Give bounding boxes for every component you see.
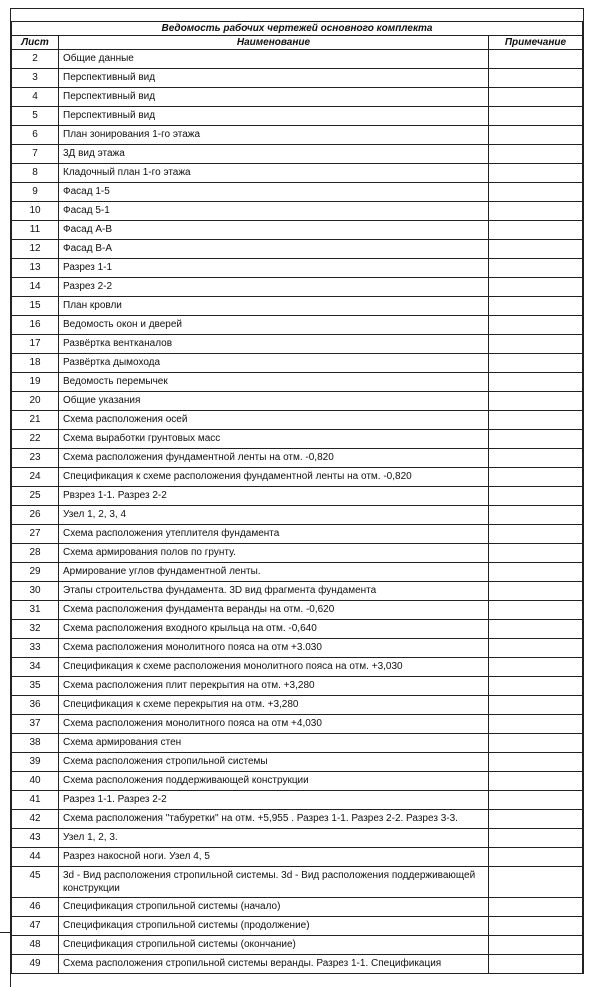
table-row [12,715,583,734]
sheet-number-cell: 12 [12,240,59,259]
note-cell [488,525,582,544]
sheet-number-cell: 44 [12,848,59,867]
sheet-name-cell: Схема расположения монолитного пояса на отм +4,030 [59,715,489,734]
note-cell [488,278,582,297]
note-cell [488,829,582,848]
note-cell [488,126,582,145]
sheet-number-cell: 15 [12,297,59,316]
sheet-number-cell: 37 [12,715,59,734]
sheet-number-cell: 21 [12,411,59,430]
sheet-name-cell: Схема выработки грунтовых масс [59,430,489,449]
note-cell [488,753,582,772]
sheet-name-cell: Схема расположения поддерживающей конструкции [59,772,489,791]
sheet-name-cell: Перспективный вид [59,69,489,88]
note-cell [488,221,582,240]
sheet-name-cell: Схема расположения плит перекрытия на отм. +3,280 [59,677,489,696]
sheet-name-cell: Ведомость перемычек [59,373,489,392]
sheet-number-cell: 26 [12,506,59,525]
note-cell [488,658,582,677]
table-row [12,335,583,354]
table-row [12,259,583,278]
column-header-note: Примечание [488,36,582,50]
sheet-number-cell: 9 [12,183,59,202]
note-cell [488,202,582,221]
table-row [12,297,583,316]
table-row [12,50,583,69]
table-row [12,525,583,544]
sheet-number-cell: 22 [12,430,59,449]
table-row [12,316,583,335]
table-row [12,164,583,183]
sheet-number-cell: 32 [12,620,59,639]
note-cell [488,468,582,487]
note-cell [488,373,582,392]
table-row [12,829,583,848]
sheet-name-cell: Общие указания [59,392,489,411]
table-row [12,563,583,582]
note-cell [488,107,582,126]
sheet-number-cell: 34 [12,658,59,677]
sheet-name-cell: Этапы строительства фундамента. 3D вид фрагмента фундамента [59,582,489,601]
sheet-number-cell: 2 [12,50,59,69]
sheet-number-cell: 16 [12,316,59,335]
sheet-number-cell: 41 [12,791,59,810]
table-row [12,810,583,829]
table-row [12,582,583,601]
table-row [12,278,583,297]
sheet-name-cell: Развёртка дымохода [59,354,489,373]
sheet-name-cell: Ведомость окон и дверей [59,316,489,335]
sheet-name-cell: Спецификация к схеме расположения фундаментной ленты на отм. -0,820 [59,468,489,487]
table-row [12,88,583,107]
sheet-number-cell: 35 [12,677,59,696]
note-cell [488,620,582,639]
sheet-name-cell: Схема расположения "табуретки" на отм. +5,955 . Разрез 1-1. Разрез 2-2. Разрез 3-3. [59,810,489,829]
table-row [12,898,583,917]
sheet-number-cell: 13 [12,259,59,278]
note-cell [488,715,582,734]
sheet-name-cell: Узел 1, 2, 3, 4 [59,506,489,525]
table-row [12,677,583,696]
sheet-name-cell: Схема расположения стропильной системы веранды. Разрез 1-1. Спецификация [59,955,489,974]
sheet-name-cell: Фасад А-В [59,221,489,240]
table-row [12,487,583,506]
note-cell [488,563,582,582]
note-cell [488,259,582,278]
table-row [12,955,583,974]
note-cell [488,316,582,335]
sheet-name-cell: Спецификация к схеме перекрытия на отм. +3,280 [59,696,489,715]
sheet-number-cell: 24 [12,468,59,487]
sheet-name-cell: Рвзрез 1-1. Разрез 2-2 [59,487,489,506]
table-row [12,69,583,88]
note-cell [488,677,582,696]
sheet-number-cell: 7 [12,145,59,164]
sheet-number-cell: 8 [12,164,59,183]
table-row [12,145,583,164]
table-row [12,658,583,677]
table-row [12,506,583,525]
note-cell [488,867,582,898]
sheet-name-cell: Армирование углов фундаментной ленты. [59,563,489,582]
note-cell [488,487,582,506]
column-header-sheet: Лист [12,36,59,50]
sheet-number-cell: 25 [12,487,59,506]
note-cell [488,164,582,183]
note-cell [488,955,582,974]
drawing-frame [10,8,584,974]
sheet-number-cell: 19 [12,373,59,392]
sheet-number-cell: 20 [12,392,59,411]
sheet-number-cell: 30 [12,582,59,601]
sheet-name-cell: Схема расположения фундамента веранды на отм. -0,620 [59,601,489,620]
note-cell [488,772,582,791]
sheet-name-cell: Разрез накосной ноги. Узел 4, 5 [59,848,489,867]
table-row [12,772,583,791]
sheet-number-cell: 3 [12,69,59,88]
table-row [12,392,583,411]
sheet-number-cell: 48 [12,936,59,955]
table-row [12,696,583,715]
note-cell [488,411,582,430]
sheet-number-cell: 14 [12,278,59,297]
sheet-number-cell: 11 [12,221,59,240]
sheet-number-cell: 5 [12,107,59,126]
table-body [12,50,583,974]
sheet-name-cell: План зонирования 1-го этажа [59,126,489,145]
sheet-number-cell: 49 [12,955,59,974]
sheet-name-cell: Спецификация к схеме расположения монолитного пояса на отм. +3,030 [59,658,489,677]
note-cell [488,810,582,829]
note-cell [488,335,582,354]
sheet-name-cell: Схема расположения входного крыльца на отм. -0,640 [59,620,489,639]
sheet-name-cell: Спецификация стропильной системы (окончание) [59,936,489,955]
sheet-name-cell: Спецификация стропильной системы (начало) [59,898,489,917]
sheet-number-cell: 36 [12,696,59,715]
sheet-number-cell: 10 [12,202,59,221]
frame-edge-tick [0,932,10,933]
sheet-name-cell: Перспективный вид [59,107,489,126]
sheet-name-cell: Перспективный вид [59,88,489,107]
sheet-name-cell: 3Д вид этажа [59,145,489,164]
sheet-name-cell: Фасад 1-5 [59,183,489,202]
note-cell [488,392,582,411]
note-cell [488,601,582,620]
sheet-number-cell: 42 [12,810,59,829]
sheet-number-cell: 18 [12,354,59,373]
note-cell [488,69,582,88]
note-cell [488,696,582,715]
drawings-register-table [11,21,583,974]
sheet-number-cell: 28 [12,544,59,563]
sheet-name-cell: Общие данные [59,50,489,69]
sheet-name-cell: Кладочный план 1-го этажа [59,164,489,183]
note-cell [488,88,582,107]
table-row [12,183,583,202]
table-row [12,734,583,753]
table-row [12,373,583,392]
note-cell [488,183,582,202]
table-row [12,449,583,468]
table-row [12,107,583,126]
sheet-number-cell: 47 [12,917,59,936]
sheet-number-cell: 23 [12,449,59,468]
note-cell [488,639,582,658]
table-row [12,848,583,867]
sheet-number-cell: 45 [12,867,59,898]
table-row [12,202,583,221]
sheet-name-cell: План кровли [59,297,489,316]
note-cell [488,430,582,449]
table-row [12,753,583,772]
table-row [12,867,583,898]
table-row [12,620,583,639]
table-row [12,544,583,563]
sheet-name-cell: Фасад В-А [59,240,489,259]
sheet-name-cell: Схема армирования стен [59,734,489,753]
sheet-number-cell: 38 [12,734,59,753]
sheet-number-cell: 4 [12,88,59,107]
sheet-name-cell: Схема расположения утеплителя фундамента [59,525,489,544]
table-row [12,601,583,620]
table-row [12,354,583,373]
table-row [12,411,583,430]
note-cell [488,544,582,563]
table-row [12,791,583,810]
table-row [12,430,583,449]
sheet-name-cell: Разрез 1-1 [59,259,489,278]
sheet-number-cell: 29 [12,563,59,582]
frame-edge-tick [10,974,11,987]
note-cell [488,582,582,601]
table-row [12,240,583,259]
sheet-name-cell: Разрез 1-1. Разрез 2-2 [59,791,489,810]
sheet-name-cell: 3d - Вид расположения стропильной системы. 3d - Вид расположения поддерживающей конструкции [59,867,489,898]
sheet-number-cell: 33 [12,639,59,658]
sheet-name-cell: Разрез 2-2 [59,278,489,297]
sheet-number-cell: 39 [12,753,59,772]
table-title: Ведомость рабочих чертежей основного комплекта [12,22,583,36]
sheet-number-cell: 43 [12,829,59,848]
note-cell [488,898,582,917]
table-row [12,639,583,658]
sheet-number-cell: 46 [12,898,59,917]
note-cell [488,240,582,259]
note-cell [488,734,582,753]
note-cell [488,354,582,373]
note-cell [488,449,582,468]
table-row [12,126,583,145]
note-cell [488,936,582,955]
sheet-name-cell: Схема расположения фундаментной ленты на отм. -0,820 [59,449,489,468]
sheet-name-cell: Спецификация стропильной системы (продолжение) [59,917,489,936]
sheet-name-cell: Развёртка вентканалов [59,335,489,354]
sheet-number-cell: 40 [12,772,59,791]
sheet-name-cell: Фасад 5-1 [59,202,489,221]
sheet-number-cell: 17 [12,335,59,354]
sheet-name-cell: Схема расположения стропильной системы [59,753,489,772]
note-cell [488,145,582,164]
note-cell [488,791,582,810]
table-row [12,936,583,955]
table-row [12,468,583,487]
note-cell [488,848,582,867]
sheet-number-cell: 27 [12,525,59,544]
table-row [12,917,583,936]
sheet-name-cell: Схема армирования полов по грунту. [59,544,489,563]
note-cell [488,297,582,316]
note-cell [488,50,582,69]
sheet-number-cell: 6 [12,126,59,145]
sheet-name-cell: Схема расположения осей [59,411,489,430]
note-cell [488,917,582,936]
column-header-name: Наименование [59,36,489,50]
table-row [12,221,583,240]
sheet-name-cell: Схема расположения монолитного пояса на отм +3.030 [59,639,489,658]
note-cell [488,506,582,525]
sheet-name-cell: Узел 1, 2, 3. [59,829,489,848]
sheet-number-cell: 31 [12,601,59,620]
